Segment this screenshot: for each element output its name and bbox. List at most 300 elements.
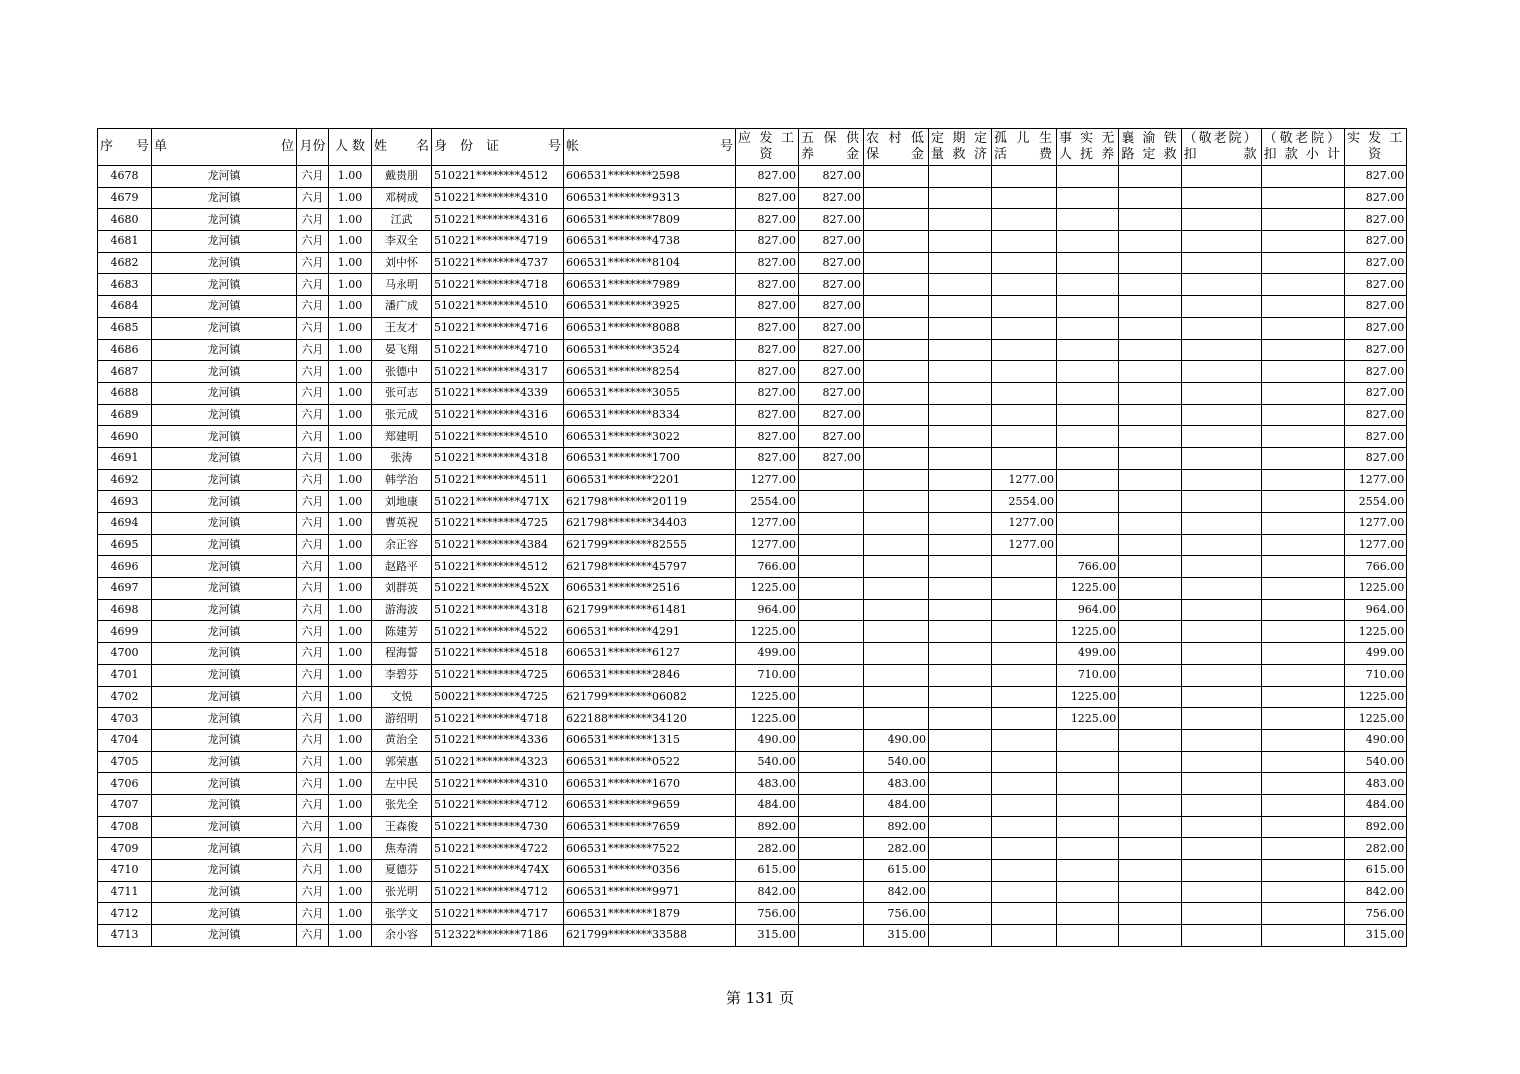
cell-xiangyu (1119, 252, 1181, 274)
header-text: 保 金 (866, 147, 927, 162)
cell-count: 1.00 (329, 816, 372, 838)
cell-net-amount: 827.00 (1345, 339, 1407, 361)
cell-due-amount: 827.00 (736, 361, 799, 383)
cell-id-number: 510221********471X (432, 491, 564, 513)
cell-due-amount: 1277.00 (736, 534, 799, 556)
cell-wubao (799, 534, 864, 556)
table-row (98, 339, 1407, 361)
cell-id-number: 510221********4511 (432, 469, 564, 491)
cell-dingqi (929, 860, 992, 882)
cell-guer (992, 860, 1057, 882)
cell-dibao (864, 187, 929, 209)
cell-deduction-subtotal (1261, 664, 1344, 686)
cell-net-amount: 827.00 (1345, 209, 1407, 231)
cell-unit: 龙河镇 (152, 491, 297, 513)
table-row (98, 773, 1407, 795)
cell-dibao: 615.00 (864, 860, 929, 882)
cell-net-amount: 1277.00 (1345, 534, 1407, 556)
cell-net-amount: 756.00 (1345, 903, 1407, 925)
table-row (98, 708, 1407, 730)
cell-unit: 龙河镇 (152, 729, 297, 751)
header-text: 路 定 救 (1121, 147, 1179, 162)
cell-name: 李碧芬 (372, 664, 432, 686)
header-text: 人 抚 养 (1059, 147, 1117, 162)
table-row (98, 578, 1407, 600)
cell-serial: 4681 (98, 231, 152, 253)
cell-shishi (1057, 404, 1119, 426)
cell-deduction (1181, 187, 1261, 209)
cell-id-number: 510221********4336 (432, 729, 564, 751)
cell-shishi: 499.00 (1057, 643, 1119, 665)
cell-serial: 4679 (98, 187, 152, 209)
cell-deduction-subtotal (1261, 534, 1344, 556)
cell-shishi (1057, 187, 1119, 209)
cell-count: 1.00 (329, 491, 372, 513)
cell-due-amount: 1225.00 (736, 708, 799, 730)
cell-serial: 4711 (98, 881, 152, 903)
table-row (98, 925, 1407, 947)
cell-guer (992, 404, 1057, 426)
cell-id-number: 510221********4722 (432, 838, 564, 860)
cell-name: 潘广成 (372, 296, 432, 318)
cell-due-amount: 540.00 (736, 751, 799, 773)
cell-shishi (1057, 274, 1119, 296)
table-row (98, 621, 1407, 643)
cell-unit: 龙河镇 (152, 903, 297, 925)
cell-shishi (1057, 751, 1119, 773)
cell-net-amount: 615.00 (1345, 860, 1407, 882)
cell-xiangyu (1119, 296, 1181, 318)
cell-deduction (1181, 664, 1261, 686)
cell-name: 左中民 (372, 773, 432, 795)
cell-deduction-subtotal (1261, 903, 1344, 925)
payroll-table (97, 128, 1407, 947)
cell-name: 赵路平 (372, 556, 432, 578)
cell-dibao: 315.00 (864, 925, 929, 947)
cell-name: 王森俊 (372, 816, 432, 838)
cell-deduction (1181, 773, 1261, 795)
cell-wubao: 827.00 (799, 404, 864, 426)
cell-unit: 龙河镇 (152, 231, 297, 253)
cell-serial: 4692 (98, 469, 152, 491)
cell-account: 606531********4291 (564, 621, 736, 643)
table-row (98, 513, 1407, 535)
column-header (297, 129, 329, 166)
cell-due-amount: 315.00 (736, 925, 799, 947)
cell-xiangyu (1119, 599, 1181, 621)
cell-guer (992, 664, 1057, 686)
cell-deduction (1181, 556, 1261, 578)
cell-dibao (864, 296, 929, 318)
cell-due-amount: 827.00 (736, 231, 799, 253)
cell-account: 606531********1315 (564, 729, 736, 751)
column-header (1261, 129, 1344, 166)
cell-guer (992, 426, 1057, 448)
cell-name: 刘地康 (372, 491, 432, 513)
cell-dingqi (929, 729, 992, 751)
cell-dibao (864, 556, 929, 578)
cell-wubao (799, 578, 864, 600)
cell-name: 余正容 (372, 534, 432, 556)
cell-deduction (1181, 621, 1261, 643)
cell-net-amount: 315.00 (1345, 925, 1407, 947)
cell-month: 六月 (297, 643, 329, 665)
cell-deduction-subtotal (1261, 469, 1344, 491)
cell-month: 六月 (297, 382, 329, 404)
cell-count: 1.00 (329, 729, 372, 751)
cell-unit: 龙河镇 (152, 361, 297, 383)
cell-guer (992, 231, 1057, 253)
cell-id-number: 510221********4510 (432, 296, 564, 318)
cell-id-number: 510221********4725 (432, 664, 564, 686)
cell-name: 文悦 (372, 686, 432, 708)
cell-dingqi (929, 274, 992, 296)
cell-wubao: 827.00 (799, 296, 864, 318)
table-row (98, 166, 1407, 188)
cell-due-amount: 499.00 (736, 643, 799, 665)
cell-dibao (864, 252, 929, 274)
cell-shishi: 766.00 (1057, 556, 1119, 578)
cell-id-number: 500221********4725 (432, 686, 564, 708)
cell-count: 1.00 (329, 664, 372, 686)
cell-net-amount: 827.00 (1345, 231, 1407, 253)
cell-serial: 4682 (98, 252, 152, 274)
cell-account: 621799********61481 (564, 599, 736, 621)
cell-guer (992, 838, 1057, 860)
cell-deduction (1181, 317, 1261, 339)
column-header (432, 129, 564, 166)
cell-dingqi (929, 252, 992, 274)
cell-deduction-subtotal (1261, 447, 1344, 469)
cell-deduction-subtotal (1261, 686, 1344, 708)
cell-deduction (1181, 404, 1261, 426)
cell-month: 六月 (297, 686, 329, 708)
cell-deduction-subtotal (1261, 252, 1344, 274)
cell-net-amount: 484.00 (1345, 794, 1407, 816)
cell-dibao (864, 426, 929, 448)
column-header (929, 129, 992, 166)
cell-deduction (1181, 643, 1261, 665)
cell-guer: 1277.00 (992, 534, 1057, 556)
cell-serial: 4702 (98, 686, 152, 708)
cell-name: 焦寿清 (372, 838, 432, 860)
header-text: 应 发 工 (738, 131, 796, 146)
cell-xiangyu (1119, 361, 1181, 383)
cell-unit: 龙河镇 (152, 556, 297, 578)
cell-deduction (1181, 881, 1261, 903)
table-row (98, 469, 1407, 491)
cell-due-amount: 483.00 (736, 773, 799, 795)
cell-due-amount: 1225.00 (736, 578, 799, 600)
cell-deduction-subtotal (1261, 361, 1344, 383)
cell-deduction-subtotal (1261, 274, 1344, 296)
cell-shishi (1057, 296, 1119, 318)
cell-unit: 龙河镇 (152, 643, 297, 665)
cell-count: 1.00 (329, 317, 372, 339)
cell-xiangyu (1119, 578, 1181, 600)
cell-count: 1.00 (329, 513, 372, 535)
header-text: 资 (759, 147, 775, 162)
cell-serial: 4694 (98, 513, 152, 535)
cell-guer (992, 643, 1057, 665)
cell-deduction-subtotal (1261, 296, 1344, 318)
cell-dingqi (929, 925, 992, 947)
cell-deduction-subtotal (1261, 794, 1344, 816)
column-header (1057, 129, 1119, 166)
table-row (98, 296, 1407, 318)
cell-deduction-subtotal (1261, 426, 1344, 448)
cell-dibao (864, 404, 929, 426)
cell-name: 张涛 (372, 447, 432, 469)
cell-unit: 龙河镇 (152, 426, 297, 448)
cell-xiangyu (1119, 404, 1181, 426)
cell-guer (992, 708, 1057, 730)
table-row (98, 447, 1407, 469)
cell-due-amount: 964.00 (736, 599, 799, 621)
cell-unit: 龙河镇 (152, 794, 297, 816)
cell-deduction-subtotal (1261, 773, 1344, 795)
cell-net-amount: 490.00 (1345, 729, 1407, 751)
cell-unit: 龙河镇 (152, 252, 297, 274)
cell-wubao (799, 708, 864, 730)
cell-net-amount: 827.00 (1345, 404, 1407, 426)
cell-name: 陈建芳 (372, 621, 432, 643)
cell-xiangyu (1119, 513, 1181, 535)
cell-dibao (864, 274, 929, 296)
cell-shishi (1057, 491, 1119, 513)
cell-unit: 龙河镇 (152, 382, 297, 404)
cell-count: 1.00 (329, 447, 372, 469)
cell-guer (992, 447, 1057, 469)
cell-serial: 4701 (98, 664, 152, 686)
header-text: （敬老院） (1263, 131, 1342, 146)
cell-xiangyu (1119, 621, 1181, 643)
cell-month: 六月 (297, 339, 329, 361)
cell-dibao (864, 209, 929, 231)
cell-serial: 4685 (98, 317, 152, 339)
cell-net-amount: 827.00 (1345, 317, 1407, 339)
cell-count: 1.00 (329, 426, 372, 448)
cell-serial: 4708 (98, 816, 152, 838)
cell-month: 六月 (297, 317, 329, 339)
cell-guer (992, 794, 1057, 816)
cell-deduction (1181, 382, 1261, 404)
cell-account: 606531********2201 (564, 469, 736, 491)
cell-net-amount: 766.00 (1345, 556, 1407, 578)
cell-dibao (864, 469, 929, 491)
cell-due-amount: 827.00 (736, 339, 799, 361)
cell-count: 1.00 (329, 274, 372, 296)
cell-dibao: 756.00 (864, 903, 929, 925)
cell-name: 游绍明 (372, 708, 432, 730)
cell-account: 606531********9659 (564, 794, 736, 816)
cell-month: 六月 (297, 404, 329, 426)
cell-due-amount: 827.00 (736, 404, 799, 426)
cell-name: 张元成 (372, 404, 432, 426)
cell-wubao (799, 621, 864, 643)
cell-dingqi (929, 426, 992, 448)
cell-id-number: 510221********4717 (432, 903, 564, 925)
cell-serial: 4690 (98, 426, 152, 448)
cell-deduction (1181, 729, 1261, 751)
cell-count: 1.00 (329, 469, 372, 491)
cell-unit: 龙河镇 (152, 339, 297, 361)
cell-dingqi (929, 664, 992, 686)
cell-deduction-subtotal (1261, 578, 1344, 600)
cell-dibao: 282.00 (864, 838, 929, 860)
cell-wubao: 827.00 (799, 426, 864, 448)
cell-shishi (1057, 881, 1119, 903)
cell-deduction (1181, 361, 1261, 383)
cell-count: 1.00 (329, 621, 372, 643)
header-text: 名 (415, 139, 429, 154)
cell-net-amount: 1225.00 (1345, 708, 1407, 730)
cell-net-amount: 483.00 (1345, 773, 1407, 795)
column-header (736, 129, 799, 166)
table-header-row (98, 129, 1407, 166)
cell-id-number: 510221********4512 (432, 166, 564, 188)
table-row (98, 404, 1407, 426)
cell-xiangyu (1119, 881, 1181, 903)
cell-month: 六月 (297, 773, 329, 795)
cell-due-amount: 1277.00 (736, 513, 799, 535)
cell-guer (992, 166, 1057, 188)
cell-month: 六月 (297, 209, 329, 231)
cell-count: 1.00 (329, 556, 372, 578)
cell-guer (992, 209, 1057, 231)
cell-count: 1.00 (329, 751, 372, 773)
cell-dingqi (929, 317, 992, 339)
cell-id-number: 510221********4318 (432, 599, 564, 621)
cell-count: 1.00 (329, 231, 372, 253)
cell-deduction-subtotal (1261, 816, 1344, 838)
header-text: 位 (280, 139, 294, 154)
cell-serial: 4712 (98, 903, 152, 925)
header-text: 单 (154, 139, 168, 154)
column-header (992, 129, 1057, 166)
cell-unit: 龙河镇 (152, 513, 297, 535)
cell-id-number: 510221********4718 (432, 708, 564, 730)
cell-id-number: 510221********4316 (432, 404, 564, 426)
cell-xiangyu (1119, 816, 1181, 838)
cell-unit: 龙河镇 (152, 209, 297, 231)
cell-dingqi (929, 382, 992, 404)
cell-dibao (864, 708, 929, 730)
cell-month: 六月 (297, 751, 329, 773)
header-text: 定 期 定 (931, 131, 990, 146)
cell-unit: 龙河镇 (152, 686, 297, 708)
cell-dingqi (929, 404, 992, 426)
cell-serial: 4693 (98, 491, 152, 513)
cell-deduction-subtotal (1261, 599, 1344, 621)
cell-shishi (1057, 361, 1119, 383)
cell-unit: 龙河镇 (152, 187, 297, 209)
cell-id-number: 510221********4725 (432, 513, 564, 535)
cell-dingqi (929, 296, 992, 318)
cell-guer (992, 773, 1057, 795)
cell-unit: 龙河镇 (152, 751, 297, 773)
header-text: 身 份 证 (434, 139, 500, 154)
cell-deduction (1181, 599, 1261, 621)
table-row (98, 903, 1407, 925)
cell-deduction (1181, 274, 1261, 296)
column-header (1119, 129, 1181, 166)
cell-net-amount: 892.00 (1345, 816, 1407, 838)
cell-dibao (864, 664, 929, 686)
cell-account: 606531********2846 (564, 664, 736, 686)
cell-xiangyu (1119, 708, 1181, 730)
cell-due-amount: 1225.00 (736, 686, 799, 708)
cell-guer: 1277.00 (992, 513, 1057, 535)
cell-deduction-subtotal (1261, 643, 1344, 665)
cell-name: 张德中 (372, 361, 432, 383)
table-row (98, 794, 1407, 816)
cell-xiangyu (1119, 664, 1181, 686)
header-text: 养 金 (801, 147, 862, 162)
cell-xiangyu (1119, 209, 1181, 231)
cell-net-amount: 827.00 (1345, 361, 1407, 383)
header-text: 事 实 无 (1059, 131, 1117, 146)
cell-serial: 4707 (98, 794, 152, 816)
cell-id-number: 512322********7186 (432, 925, 564, 947)
column-header (152, 129, 297, 166)
cell-serial: 4695 (98, 534, 152, 556)
cell-unit: 龙河镇 (152, 274, 297, 296)
cell-name: 江武 (372, 209, 432, 231)
header-text: 量 救 济 (931, 147, 990, 162)
cell-dibao (864, 643, 929, 665)
cell-guer (992, 599, 1057, 621)
cell-shishi (1057, 447, 1119, 469)
cell-serial: 4710 (98, 860, 152, 882)
cell-count: 1.00 (329, 404, 372, 426)
cell-account: 621799********06082 (564, 686, 736, 708)
cell-account: 621798********20119 (564, 491, 736, 513)
cell-account: 606531********3055 (564, 382, 736, 404)
cell-account: 606531********1670 (564, 773, 736, 795)
cell-dibao (864, 491, 929, 513)
cell-name: 郑建明 (372, 426, 432, 448)
cell-dingqi (929, 751, 992, 773)
cell-xiangyu (1119, 751, 1181, 773)
cell-deduction (1181, 339, 1261, 361)
cell-deduction (1181, 686, 1261, 708)
cell-net-amount: 842.00 (1345, 881, 1407, 903)
header-text: 扣 款 小 计 (1263, 147, 1342, 162)
cell-shishi (1057, 209, 1119, 231)
cell-id-number: 510221********4316 (432, 209, 564, 231)
cell-account: 621799********33588 (564, 925, 736, 947)
cell-name: 程海誓 (372, 643, 432, 665)
cell-unit: 龙河镇 (152, 664, 297, 686)
cell-due-amount: 2554.00 (736, 491, 799, 513)
cell-guer (992, 382, 1057, 404)
cell-dingqi (929, 708, 992, 730)
header-text: 实 发 工 (1347, 131, 1405, 146)
table-row (98, 599, 1407, 621)
cell-shishi (1057, 426, 1119, 448)
cell-wubao: 827.00 (799, 166, 864, 188)
cell-guer (992, 925, 1057, 947)
cell-account: 606531********3925 (564, 296, 736, 318)
cell-id-number: 510221********4317 (432, 361, 564, 383)
cell-dibao: 842.00 (864, 881, 929, 903)
cell-unit: 龙河镇 (152, 166, 297, 188)
cell-unit: 龙河镇 (152, 621, 297, 643)
cell-name: 张可志 (372, 382, 432, 404)
cell-xiangyu (1119, 860, 1181, 882)
cell-account: 606531********1879 (564, 903, 736, 925)
